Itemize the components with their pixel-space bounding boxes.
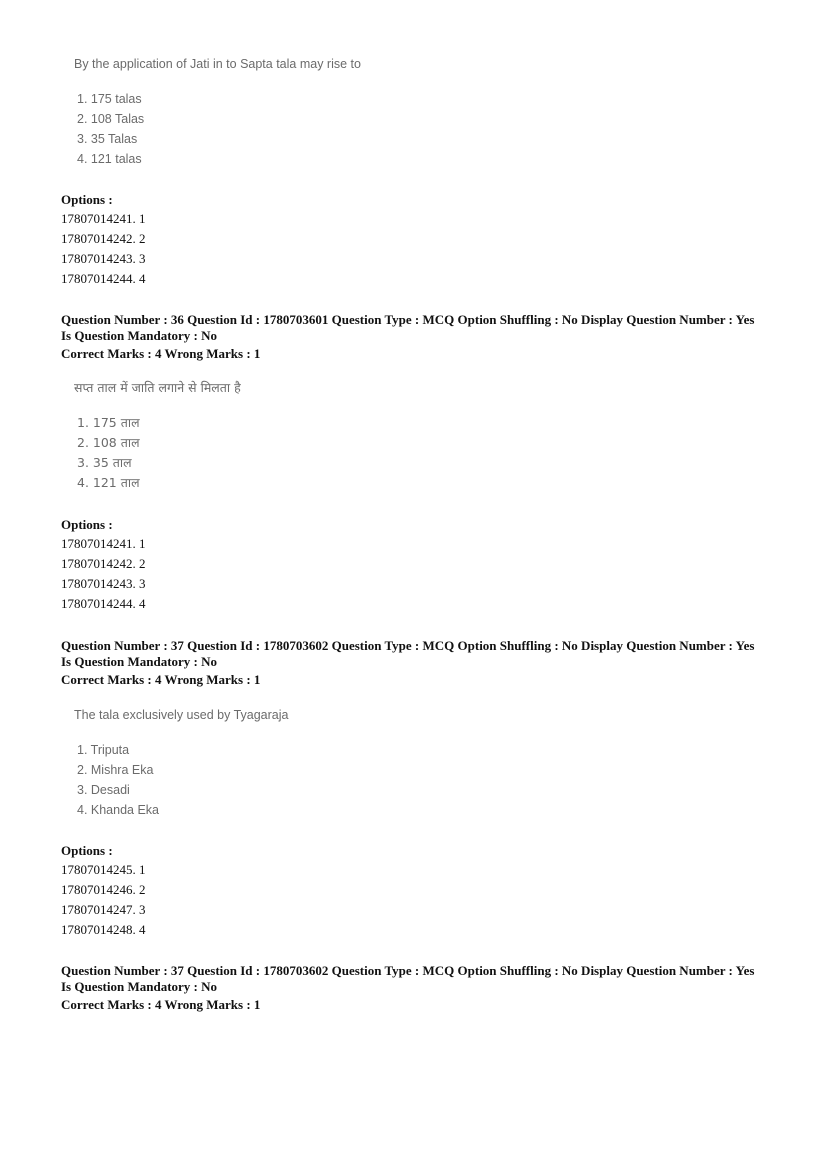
options-label: Options : (61, 192, 113, 207)
question-image-block (74, 56, 361, 169)
choice-item: 2. 108 ताल (77, 435, 140, 450)
marks-line: Correct Marks : 4 Wrong Marks : 1 (61, 997, 261, 1012)
question-meta-block (61, 638, 754, 688)
option-line: 17807014242. 2 (61, 556, 146, 571)
question-text: By the application of Jati in to Sapta tala may rise to (74, 57, 361, 71)
marks-line: Correct Marks : 4 Wrong Marks : 1 (61, 346, 261, 361)
mandatory-line: Is Question Mandatory : No (61, 654, 218, 669)
choice-item: 3. Desadi (77, 783, 130, 797)
choice-item: 4. 121 talas (77, 152, 142, 166)
option-line: 17807014246. 2 (61, 882, 146, 897)
option-line: 17807014245. 1 (61, 862, 146, 877)
choice-item: 4. Khanda Eka (77, 803, 160, 817)
option-line: 17807014242. 2 (61, 231, 146, 246)
question-image-block (74, 380, 241, 493)
options-label: Options : (61, 843, 113, 858)
mandatory-line: Is Question Mandatory : No (61, 979, 218, 994)
question-meta-block (61, 963, 754, 1013)
option-line: 17807014243. 3 (61, 576, 146, 591)
mandatory-line: Is Question Mandatory : No (61, 328, 218, 343)
option-line: 17807014241. 1 (61, 211, 146, 226)
question-text: The tala exclusively used by Tyagaraja (74, 708, 289, 722)
marks-line: Correct Marks : 4 Wrong Marks : 1 (61, 672, 261, 687)
choice-item: 3. 35 ताल (77, 455, 132, 470)
option-line: 17807014247. 3 (61, 902, 146, 917)
choice-list (74, 413, 241, 493)
options-block (61, 516, 146, 614)
options-label: Options : (61, 517, 113, 532)
question-meta-block (61, 312, 754, 362)
choice-item: 1. 175 talas (77, 92, 142, 106)
options-block (61, 191, 146, 289)
choice-item: 4. 121 ताल (77, 475, 140, 490)
question-meta-line: Question Number : 37 Question Id : 1780703602 Question Type : MCQ Option Shuffling : No Display Question Number : Yes (61, 638, 755, 653)
choice-item: 2. Mishra Eka (77, 763, 154, 777)
question-text: सप्त ताल में जाति लगाने से मिलता है (74, 380, 241, 395)
option-line: 17807014241. 1 (61, 536, 146, 551)
question-image-block (74, 707, 288, 820)
options-block (61, 842, 146, 940)
option-line: 17807014244. 4 (61, 596, 146, 611)
question-meta-line: Question Number : 36 Question Id : 1780703601 Question Type : MCQ Option Shuffling : No Display Question Number : Yes (61, 312, 755, 327)
option-line: 17807014244. 4 (61, 271, 146, 286)
choice-item: 1. 175 ताल (77, 415, 140, 430)
choice-item: 2. 108 Talas (77, 112, 145, 126)
choice-item: 1. Triputa (77, 743, 130, 757)
choice-list (74, 740, 288, 820)
option-line: 17807014248. 4 (61, 922, 146, 937)
choice-item: 3. 35 Talas (77, 132, 138, 146)
question-meta-line: Question Number : 37 Question Id : 1780703602 Question Type : MCQ Option Shuffling : No Display Question Number : Yes (61, 963, 755, 978)
option-line: 17807014243. 3 (61, 251, 146, 266)
choice-list (74, 89, 361, 169)
